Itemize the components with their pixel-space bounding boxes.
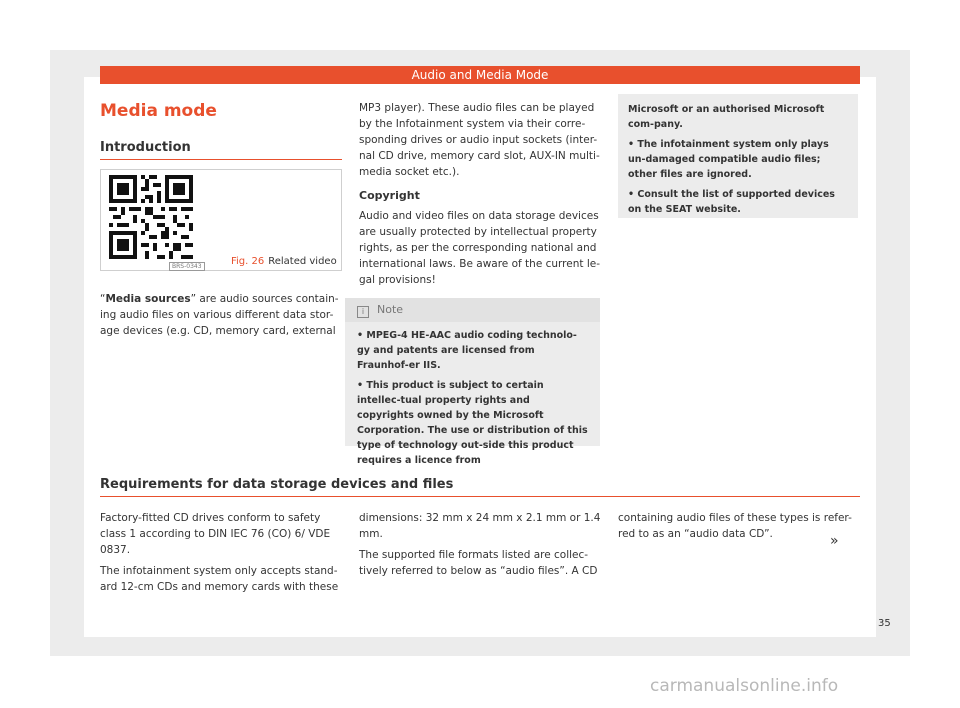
note-continued-box	[618, 94, 858, 218]
quote-open: “	[100, 293, 106, 305]
requirements-column-1	[100, 510, 342, 600]
subsection-title: Introduction	[100, 140, 342, 160]
paragraph: Factory-fitted CD drives conform to safety class 1 according to DIN IEC 76 (CO) 6/ VDE 0837.	[100, 512, 331, 556]
middle-column	[359, 100, 602, 293]
copyright-text: Audio and video files on data storage devices are usually protected by intellectual property rights, as per the corresponding national and international laws. Be aware of the current le-gal provisions!	[359, 210, 601, 286]
note-box	[345, 298, 600, 466]
note-cont-item: • Consult the list of supported devices on the SEAT website.	[628, 189, 835, 215]
figure-code: BRS-0343	[169, 262, 205, 271]
figure-number: Fig. 26	[231, 256, 265, 267]
requirements-column-3	[618, 510, 858, 547]
intro-paragraph	[100, 291, 342, 344]
watermark: carmanualsonline.info	[650, 676, 839, 696]
note-cont-item: Microsoft or an authorised Microsoft com-pany.	[628, 104, 825, 130]
paragraph: containing audio files of these types is refer-red to as an “audio data CD”.	[618, 512, 852, 540]
qr-code-icon[interactable]	[109, 175, 193, 259]
intro-continued: MP3 player). These audio files can be played by the Infotainment system via their corre-sponding drives or audio input sockets (inter-nal CD drive, memory card slot, AUX-IN multi-media socket etc.).	[359, 102, 600, 178]
note-cont-item: • The infotainment system only plays un-damaged compatible audio files; other files are ignored.	[628, 139, 829, 180]
chapter-banner: Audio and Media Mode	[100, 66, 860, 84]
info-icon: i	[357, 306, 369, 318]
section-title: Media mode	[100, 101, 217, 121]
note-item: • This product is subject to certain intellec-tual property rights and copyrights owned by the Microsoft Corporation. The use or distribution of this type of technology out-side this product requires a licence from	[357, 380, 588, 466]
copyright-heading: Copyright	[359, 189, 420, 202]
media-sources-term: Media sources	[105, 293, 191, 305]
intro-text: ” are audio sources contain-ing audio files on various different data stor-age devices (e.g. CD, memory card, external	[100, 293, 339, 337]
requirements-column-2	[359, 510, 602, 584]
figure-caption-text: Related video	[268, 256, 337, 267]
page-number: 35	[878, 618, 891, 629]
note-header	[345, 298, 600, 322]
subsection-title-requirements: Requirements for data storage devices and files	[100, 477, 860, 497]
paragraph: The infotainment system only accepts stand-ard 12-cm CDs and memory cards with these	[100, 565, 339, 593]
note-title: Note	[377, 303, 404, 316]
continue-arrow-icon: »	[830, 533, 839, 549]
paragraph: dimensions: 32 mm x 24 mm x 2.1 mm or 1.4 mm.	[359, 512, 601, 540]
note-item: • MPEG-4 HE-AAC audio coding technolo-gy and patents are licensed from Fraunhof-er IIS.	[357, 330, 577, 371]
paragraph: The supported file formats listed are collec-tively referred to below as “audio files”. A CD	[359, 549, 598, 577]
figure-caption	[231, 256, 337, 267]
